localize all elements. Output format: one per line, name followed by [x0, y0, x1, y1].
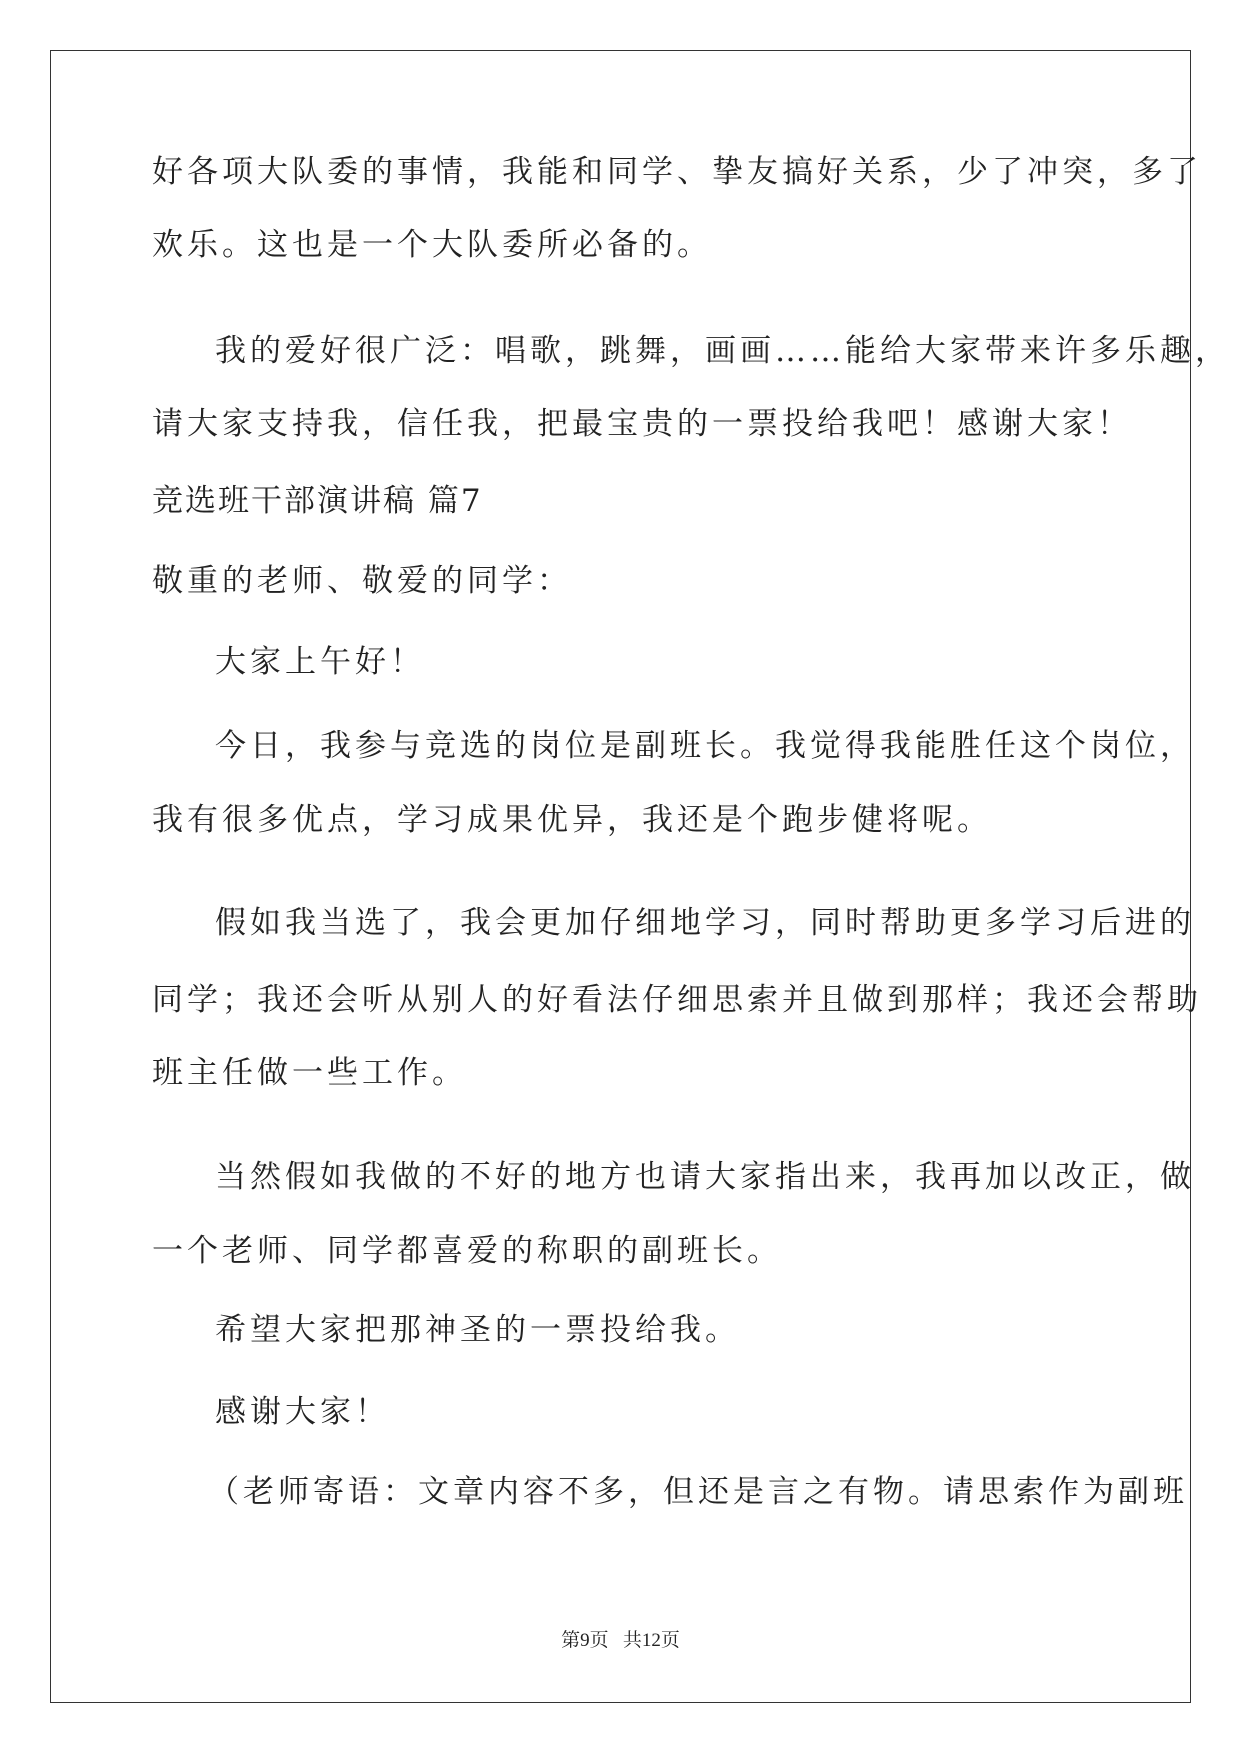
text-line: 欢乐。这也是一个大队委所必备的。 — [152, 227, 712, 263]
page-footer — [0, 1625, 1241, 1652]
text-line: 我的爱好很广泛：唱歌，跳舞，画画……能给大家带来许多乐趣， — [215, 333, 1230, 369]
text-line: 一个老师、同学都喜爱的称职的副班长。 — [152, 1233, 782, 1269]
text-line: 今日，我参与竞选的岗位是副班长。我觉得我能胜任这个岗位， — [215, 728, 1195, 764]
text-line: 希望大家把那神圣的一票投给我。 — [215, 1312, 740, 1348]
closing: 感谢大家！ — [215, 1394, 390, 1430]
text-line: 假如我当选了，我会更加仔细地学习，同时帮助更多学习后进的 — [215, 905, 1195, 941]
page-number: 第9页 — [561, 1630, 609, 1651]
greeting: 大家上午好！ — [215, 644, 425, 680]
text-line: 请大家支持我，信任我，把最宝贵的一票投给我吧！感谢大家！ — [152, 406, 1132, 442]
text-line: 好各项大队委的事情，我能和同学、挚友搞好关系，少了冲突，多了 — [152, 154, 1202, 190]
text-line: 我有很多优点，学习成果优异，我还是个跑步健将呢。 — [152, 802, 992, 838]
text-line: 同学；我还会听从别人的好看法仔细思索并且做到那样；我还会帮助 — [152, 982, 1202, 1018]
page-border — [50, 50, 1191, 1703]
section-heading: 竞选班干部演讲稿 篇7 — [152, 483, 483, 519]
text-line: 当然假如我做的不好的地方也请大家指出来，我再加以改正，做 — [215, 1159, 1195, 1195]
text-line: 班主任做一些工作。 — [152, 1055, 467, 1091]
page-total: 共12页 — [622, 1630, 680, 1651]
salutation: 敬重的老师、敬爱的同学： — [152, 563, 572, 599]
teacher-comment: （老师寄语：文章内容不多，但还是言之有物。请思索作为副班 — [208, 1474, 1188, 1510]
